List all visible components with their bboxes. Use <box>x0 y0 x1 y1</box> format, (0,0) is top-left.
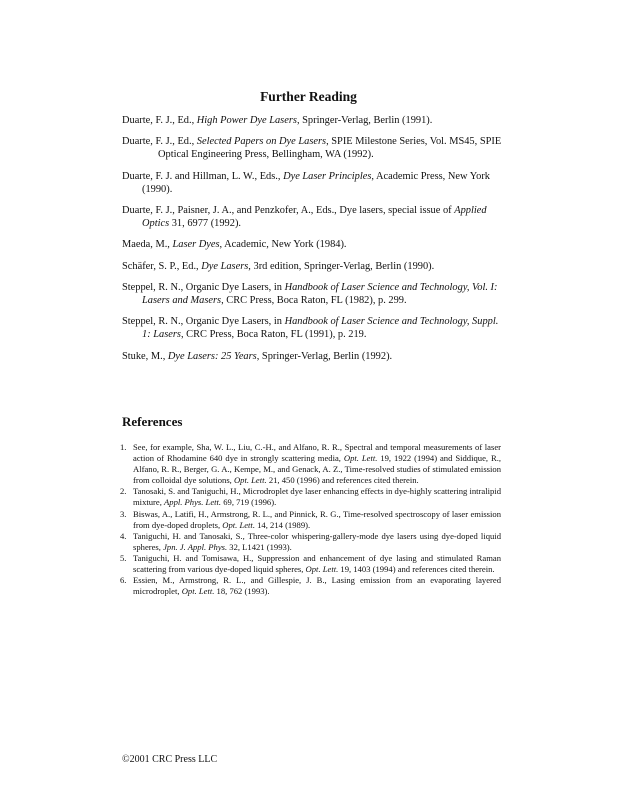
entry-text: , Springer-Verlag, Berlin (1991). <box>296 115 433 126</box>
reference-text: Taniguchi, H. and Tomisawa, H., Suppression and enhancement of dye lasing and stimulated Raman scattering from various dye-doped liquid spheres, <box>133 552 501 575</box>
entry-text: Duarte, F. J., Ed., <box>122 136 197 148</box>
entry-title: Dye Lasers <box>201 260 249 272</box>
reference-item <box>120 509 501 531</box>
copyright-footer: ©2001 CRC Press LLC <box>122 754 218 765</box>
entry-text: , Springer-Verlag, Berlin (1992). <box>256 350 393 362</box>
entry-title: Dye Laser Principles <box>283 170 372 182</box>
reference-text: 32, L1421 (1993). <box>227 541 292 552</box>
reference-number: 2. <box>120 486 127 497</box>
entry-text: Stuke, M., <box>122 350 168 362</box>
reference-number: 6. <box>120 575 127 586</box>
reference-number: 5. <box>120 552 127 563</box>
reference-text: Essien, M., Armstrong, R. L., and Gillespie, J. B., Lasing emission from an evaporating layered microdroplet, <box>133 575 501 597</box>
journal-name: Opt. Lett. <box>233 475 267 486</box>
journal-name: Opt. Lett. <box>222 519 255 530</box>
entry-text: , Academic, New York (1984). <box>219 239 347 251</box>
entry-text: 31, 6977 (1992). <box>169 218 242 230</box>
entry-title: Handbook of Laser Science and Technology, Vol. I: Lasers and Masers <box>142 281 498 307</box>
reference-text: 14, 214 (1989). <box>254 519 311 530</box>
reading-entry <box>122 238 504 251</box>
journal-name: Appl. Phys. Lett. <box>164 497 222 508</box>
further-reading-heading: Further Reading <box>260 89 357 104</box>
reading-entry <box>122 350 504 363</box>
reference-item <box>120 575 501 597</box>
entry-text: Schäfer, S. P., Ed., <box>122 260 202 272</box>
reading-entry <box>122 114 504 127</box>
references-list <box>120 442 501 597</box>
reference-item <box>120 531 501 553</box>
entry-title: Laser Dyes <box>172 239 220 251</box>
entry-title: High Power Dye Lasers <box>196 115 297 126</box>
reading-entry <box>122 135 504 161</box>
entry-title: Handbook of Laser Science and Technology, Suppl. 1: Lasers <box>142 316 499 341</box>
reference-text: Taniguchi, H. and Tanosaki, S., Three-color whispering-gallery-mode dye lasers using dye-doped liquid spheres, <box>133 530 501 552</box>
reference-number: 1. <box>120 442 127 452</box>
reading-entry <box>122 204 504 230</box>
entry-title: Applied Optics <box>142 205 487 230</box>
journal-name: Opt. Lett. <box>181 586 215 597</box>
journal-name: Jpn. J. Appl. Phys. <box>163 541 228 552</box>
reference-text: 19, 1403 (1994) and references cited therein. <box>338 564 495 575</box>
reference-text: 19, 1922 (1994) and Siddique, R., Alfano, R. R., Berger, G. A., Kempe, M., and Genack, A. Z., Time-resolved studies of stimulated emission from colloidal dye solutions, <box>133 453 501 486</box>
entry-text: , SPIE Milestone Series, Vol. MS45, SPIE Optical Engineering Press, Bellingham, WA (1992). <box>158 136 502 161</box>
reference-number: 4. <box>120 530 127 541</box>
entry-title: Selected Papers on Dye Lasers <box>196 136 327 148</box>
reference-item <box>120 486 501 508</box>
entry-text: Maeda, M., <box>122 239 173 251</box>
entry-text: , 3rd edition, Springer-Verlag, Berlin (1990). <box>248 260 435 272</box>
journal-name: Opt. Lett. <box>343 453 378 464</box>
reference-text: 69, 719 (1996). <box>221 497 277 508</box>
entry-text: Steppel, R. N., Organic Dye Lasers, in <box>122 316 285 328</box>
reading-entry <box>122 170 504 196</box>
reference-text: See, for example, Sha, W. L., Liu, C.-H., and Alfano, R. R., Spectral and temporal measurements of laser action of Rhodamine 640 dye in strongly scattering media, <box>133 442 501 464</box>
reference-item <box>120 553 501 575</box>
entry-text: Duarte, F. J., Paisner, J. A., and Penzkofer, A., Eds., Dye lasers, special issue of <box>122 205 455 217</box>
reference-item <box>120 442 501 486</box>
reference-text: 18, 762 (1993). <box>214 586 270 597</box>
reference-text: Tanosaki, S. and Taniguchi, H., Microdroplet dye laser enhancing effects in dye-highly scattering intralipid mixture, <box>133 486 501 508</box>
further-reading-list <box>122 114 504 371</box>
entry-text: , Academic Press, New York (1990). <box>142 170 491 195</box>
entry-text: Duarte, F. J., Ed., <box>122 115 197 126</box>
entry-text: , CRC Press, Boca Raton, FL (1991), p. 219. <box>180 329 367 341</box>
reference-text: 21, 450 (1996) and references cited therein. <box>266 475 419 486</box>
entry-title: Dye Lasers: 25 Years <box>167 350 257 362</box>
entry-text: Steppel, R. N., Organic Dye Lasers, in <box>122 281 285 293</box>
journal-name: Opt. Lett. <box>305 564 339 575</box>
entry-text: Duarte, F. J. and Hillman, L. W., Eds., <box>122 170 284 182</box>
reading-entry <box>122 281 504 307</box>
reference-text: Biswas, A., Latifi, H., Armstrong, R. L., and Pinnick, R. G., Time-resolved spectroscopy of laser emission from dye-doped droplets, <box>133 508 501 530</box>
reading-entry <box>122 315 504 341</box>
entry-text: , CRC Press, Boca Raton, FL (1982), p. 299. <box>221 295 407 307</box>
reference-number: 3. <box>120 508 127 519</box>
reading-entry <box>122 260 504 273</box>
references-heading: References <box>122 414 183 429</box>
